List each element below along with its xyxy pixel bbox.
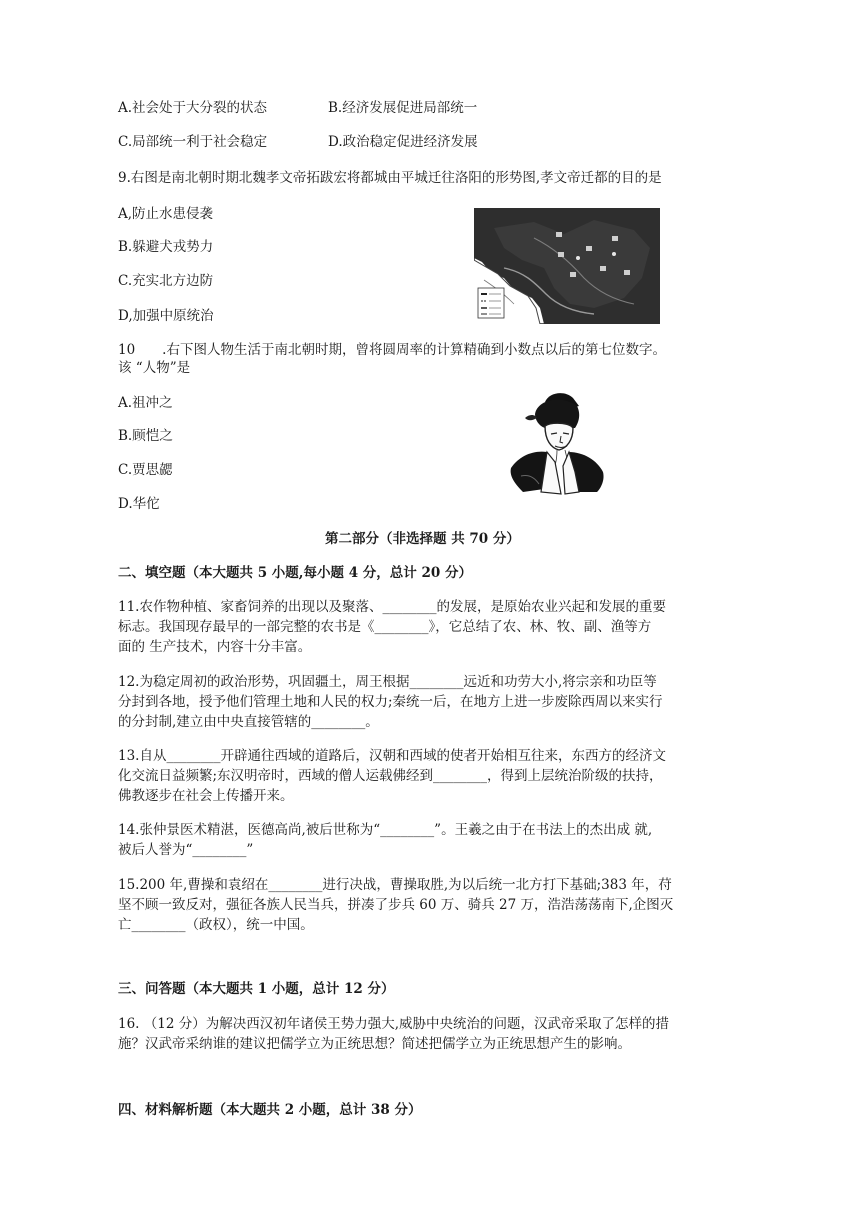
section-fill-in-heading: 二、填空题（本大题共 5 小题,每小题 4 分，总计 20 分） [118,565,472,581]
q8-option-a: A.社会处于大分裂的状态 [118,100,268,116]
q14-line1: 14.张仲景医术精湛，医德高尚,被后世称为“________”。王羲之由于在书法上的杰出成 就, [118,822,653,838]
q12-line2: 分封到各地，授予他们管理土地和人民的权力;秦统一后，在地方上进一步废除西周以来实行 [118,694,663,710]
q15-line1: 15.200 年,曹操和袁绍在________进行决战，曹操取胜,为以后统一北方打下基础;383 年，苻 [118,877,672,893]
q10-stem-line2: 该 “人物”是 [118,360,191,376]
historical-figure-portrait [505,388,609,496]
q12-line1: 12.为稳定周初的政治形势，巩固疆土，周王根据________远近和功劳大小,将宗亲和功臣等 [118,674,657,690]
q10-option-d: D.华佗 [118,496,160,512]
q10-option-b: B.顾恺之 [118,428,173,444]
q11-line3: 面的 生产技术，内容十分丰富。 [118,639,312,655]
q8-option-b: B.经济发展促进局部统一 [328,100,478,116]
q13-line3: 佛教逐步在社会上传播开来。 [118,788,294,804]
capital-relocation-map [474,208,660,324]
q15-line3: 亡________（政权），统一中国。 [118,917,314,933]
q8-option-c: C.局部统一利于社会稳定 [118,134,268,150]
q9-option-a: A,防止水患侵袭 [118,206,214,222]
q10-option-c: C.贾思勰 [118,462,173,478]
q14-line2: 被后人誉为“________” [118,842,254,858]
q16-line2: 施？汉武帝采纳谁的建议把儒学立为正统思想？简述把儒学立为正统思想产生的影响。 [118,1036,631,1052]
q9-option-b: B.躲避犬戎势力 [118,239,214,255]
q11-line1: 11.农作物种植、家畜饲养的出现以及聚落、________的发展，是原始农业兴起和发展的重要 [118,599,666,615]
q9-option-c: C.充实北方边防 [118,273,214,289]
part-two-title: 第二部分（非选择题 共 70 分） [325,531,520,547]
q10-stem-line1: 10 .右下图人物生活于南北朝时期，曾将圆周率的计算精确到小数点以后的第七位数字。 [118,342,666,358]
q9-stem: 9.右图是南北朝时期北魏孝文帝拓跋宏将都城由平城迁往洛阳的形势图,孝文帝迁都的目的是 [118,170,662,186]
section-qa-heading: 三、问答题（本大题共 1 小题，总计 12 分） [118,981,395,997]
q11-line2: 标志。我国现存最早的一部完整的农书是《________》，它总结了农、林、牧、副、渔等方 [118,619,652,635]
q15-line2: 坚不顾一致反对，强征各族人民当兵，拼凑了步兵 60 万、骑兵 27 万，浩浩荡荡南下,企图灭 [118,897,674,913]
q12-line3: 的分封制,建立由中央直接管辖的________。 [118,714,379,730]
q13-line2: 化交流日益频繁;东汉明帝时，西域的僧人运载佛经到________，得到上层统治阶级的扶持， [118,768,663,784]
q10-option-a: A.祖冲之 [118,395,173,411]
q8-option-d: D.政治稳定促进经济发展 [328,134,478,150]
section-material-analysis-heading: 四、材料解析题（本大题共 2 小题，总计 38 分） [118,1102,422,1118]
q13-line1: 13.自从________开辟通往西域的道路后，汉朝和西域的使者开始相互往来，东西方的经济文 [118,748,666,764]
q16-line1: 16. （12 分）为解决西汉初年诸侯王势力强大,威胁中央统治的问题，汉武帝采取了怎样的措 [118,1016,670,1032]
q9-option-d: D,加强中原统治 [118,308,214,324]
